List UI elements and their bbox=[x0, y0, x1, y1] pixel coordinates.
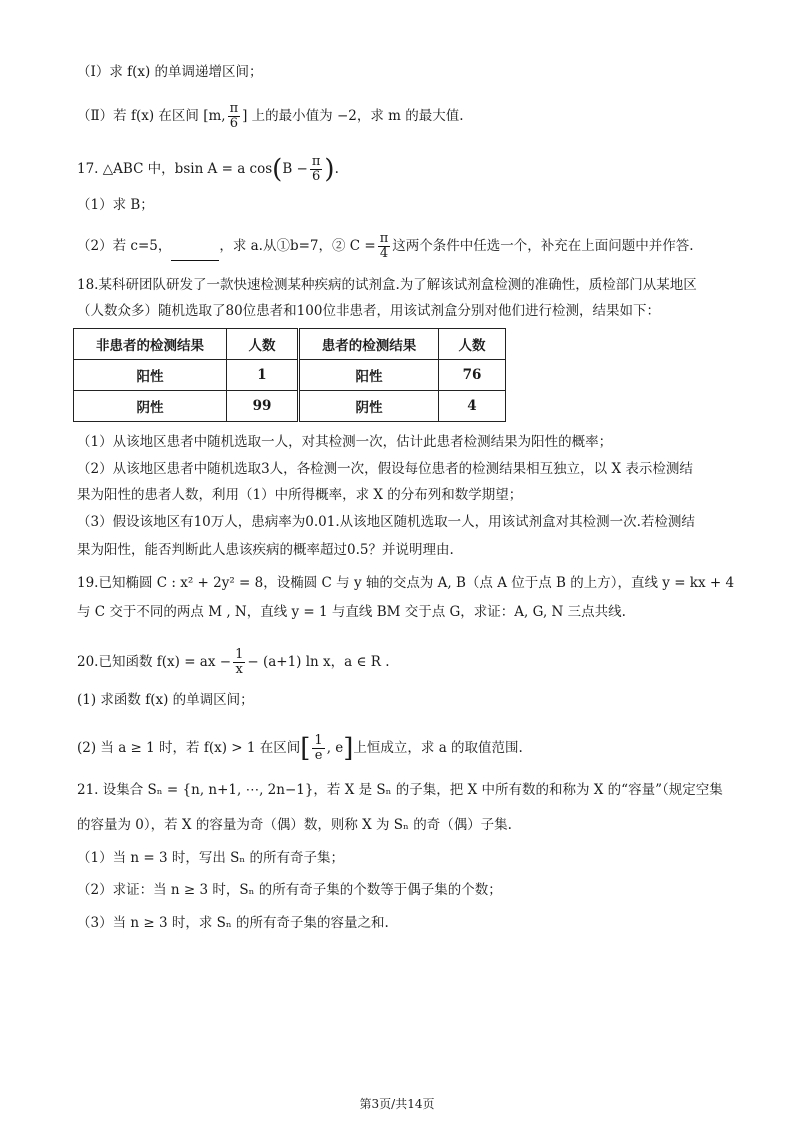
table-cell: 76 bbox=[439, 360, 506, 391]
fraction-denominator: x bbox=[235, 662, 243, 677]
right-paren: ) bbox=[324, 154, 335, 185]
table-row bbox=[74, 360, 298, 391]
table-cell: 阴性 bbox=[300, 391, 439, 422]
p16-part2-post: ] 上的最小值为 −2，求 m 的最大值. bbox=[242, 108, 464, 124]
fraction-numerator: π bbox=[229, 101, 239, 116]
pi-over-4-fraction bbox=[378, 232, 391, 261]
pi-over-6-fraction bbox=[310, 155, 323, 184]
p17-part1: （1）求 B； bbox=[77, 197, 154, 213]
table-header-cell: 人数 bbox=[227, 329, 298, 360]
p19-line1: 19.已知椭圆 C : x² + 2y² = 8，设椭圆 C 与 y 轴的交点为 A, B（点 A 位于点 B 的上方），直线 y = kx + 4 bbox=[77, 575, 735, 591]
fraction-denominator: 4 bbox=[379, 246, 389, 261]
p20-part2-post: 上恒成立，求 a 的取值范围. bbox=[353, 740, 523, 756]
p20-part2-pre: (2) 当 a ≥ 1 时，若 f(x) > 1 在区间 bbox=[77, 740, 301, 756]
fraction-denominator: e bbox=[314, 748, 323, 763]
p21-line1: 21. 设集合 Sₙ = {n, n+1, ⋯, 2n−1}，若 X 是 Sₙ 的子集，把 X 中所有数的和称为 X 的“容量”（规定空集 bbox=[77, 782, 723, 798]
table-header-cell: 人数 bbox=[439, 329, 506, 360]
table-header-row bbox=[300, 329, 506, 360]
page-footer: 第3页/共14页 bbox=[359, 1097, 435, 1111]
p18-q1: （1）从该地区患者中随机选取一人，对其检测一次，估计此患者检测结果为阳性的概率； bbox=[77, 434, 613, 450]
table-cell: 阳性 bbox=[74, 360, 227, 391]
fraction-numerator: π bbox=[379, 231, 389, 246]
patient-results-table bbox=[299, 328, 506, 422]
right-bracket: ] bbox=[343, 733, 354, 764]
p17-stem-paren: B − bbox=[282, 161, 308, 177]
p21-line2: 的容量为 0），若 X 的容量为奇（偶）数，则称 X 为 Sₙ 的奇（偶）子集. bbox=[77, 817, 512, 833]
table-header-cell: 非患者的检测结果 bbox=[74, 329, 227, 360]
non-patient-results-table bbox=[73, 328, 298, 422]
p20-stem-pre: 20.已知函数 f(x) = ax − bbox=[77, 654, 232, 670]
table-cell: 4 bbox=[439, 391, 506, 422]
p21-q1: （1）当 n = 3 时，写出 Sₙ 的所有奇子集； bbox=[77, 850, 345, 866]
p21-q2: （2）求证：当 n ≥ 3 时，Sₙ 的所有奇子集的个数等于偶子集的个数； bbox=[77, 882, 502, 898]
one-over-e-fraction bbox=[312, 734, 324, 763]
fraction-denominator: 6 bbox=[311, 169, 321, 184]
p16-part2 bbox=[77, 102, 464, 131]
fraction-numerator: π bbox=[311, 154, 321, 169]
p17-part2-pre: （2）若 c=5， bbox=[77, 238, 172, 254]
left-paren: ( bbox=[272, 154, 283, 185]
interval-upper-bound: , e bbox=[326, 740, 344, 756]
p18-stem-line2: （人数众多）随机选取了80位患者和100位非患者，用该试剂盒分别对他们进行检测，结果如下： bbox=[77, 303, 660, 319]
p17-stem bbox=[77, 155, 339, 184]
p17-part2-mid: ，求 a.从①b=7，② C = bbox=[219, 238, 376, 254]
p18-q3-line2: 果为阳性，能否判断此人患该疾病的概率超过0.5？并说明理由. bbox=[77, 542, 454, 558]
fraction-denominator: 6 bbox=[229, 116, 238, 131]
p17-part2 bbox=[77, 232, 694, 261]
p21-q3: （3）当 n ≥ 3 时，求 Sₙ 的所有奇子集的容量之和. bbox=[77, 915, 389, 931]
p17-part2-post: 这两个条件中任选一个，补充在上面问题中并作答. bbox=[392, 238, 694, 254]
p19-line2: 与 C 交于不同的两点 M , N，直线 y = 1 与直线 BM 交于点 G，求证：A, G, N 三点共线. bbox=[77, 604, 626, 620]
p17-stem-post: . bbox=[334, 161, 339, 177]
table-row bbox=[300, 360, 506, 391]
p18-q2-line1: （2）从该地区患者中随机选取3人，各检测一次，假设每位患者的检测结果相互独立，以 X 表示检测结 bbox=[77, 461, 693, 477]
p20-stem bbox=[77, 648, 390, 677]
table-row bbox=[74, 391, 298, 422]
p17-stem-pre: 17. △ABC 中，bsin A = a cos bbox=[77, 161, 273, 177]
fraction-numerator: 1 bbox=[235, 647, 244, 662]
p16-part1: （Ⅰ）求 f(x) 的单调递增区间； bbox=[77, 64, 263, 80]
p18-q3-line1: （3）假设该地区有10万人，患病率为0.01.从该地区随机选取一人，用该试剂盒对其检测一次.若检测结 bbox=[77, 514, 695, 530]
table-header-cell: 患者的检测结果 bbox=[300, 329, 439, 360]
fraction-numerator: 1 bbox=[314, 733, 323, 748]
p16-part2-pre: （Ⅱ）若 f(x) 在区间 [m, bbox=[77, 108, 226, 124]
p20-part2 bbox=[77, 734, 523, 763]
table-header-row bbox=[74, 329, 298, 360]
p20-stem-post: − (a+1) ln x，a ∈ R . bbox=[247, 654, 390, 670]
left-bracket: [ bbox=[300, 733, 311, 764]
p18-stem-line1: 18.某科研团队研发了一款快速检测某种疾病的试剂盒.为了解该试剂盒检测的准确性，质检部门从某地区 bbox=[77, 277, 697, 293]
one-over-x-fraction bbox=[233, 648, 245, 677]
answer-blank bbox=[171, 246, 219, 261]
table-cell: 1 bbox=[227, 360, 298, 391]
table-cell: 99 bbox=[227, 391, 298, 422]
table-cell: 阳性 bbox=[300, 360, 439, 391]
p18-q2-line2: 果为阳性的患者人数，利用（1）中所得概率，求 X 的分布列和数学期望； bbox=[77, 487, 523, 503]
table-row bbox=[300, 391, 506, 422]
table-cell: 阴性 bbox=[74, 391, 227, 422]
pi-over-6-fraction bbox=[228, 102, 241, 131]
p20-part1: (1) 求函数 f(x) 的单调区间； bbox=[77, 692, 254, 708]
